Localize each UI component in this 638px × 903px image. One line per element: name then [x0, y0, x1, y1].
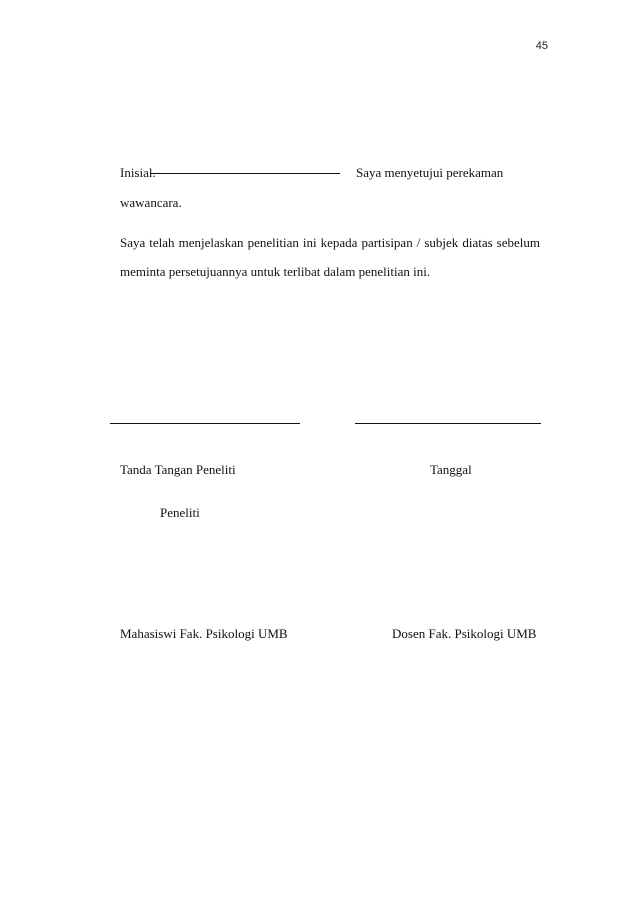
- lecturer-affiliation: Dosen Fak. Psikologi UMB: [392, 626, 537, 641]
- researcher-signature-line: [110, 423, 300, 424]
- page-number: 45: [535, 40, 548, 52]
- researcher-signature-label: Tanda Tangan Peneliti: [120, 462, 236, 477]
- agree-recording-text-cont: wawancara.: [120, 195, 182, 210]
- date-line: [355, 423, 541, 424]
- agree-recording-text: Saya menyetujui perekaman: [356, 165, 504, 180]
- statement-line-1: Saya telah menjelaskan penelitian ini kepada partisipan / subjek diatas sebelum: [120, 235, 540, 250]
- student-affiliation: Mahasiswi Fak. Psikologi UMB: [120, 626, 288, 641]
- initial-signature-line: [150, 173, 340, 174]
- researcher-signature-label-cont: Peneliti: [160, 505, 200, 520]
- date-label: Tanggal: [430, 462, 472, 477]
- initial-label: Inisial.: [120, 165, 156, 180]
- statement-line-2: meminta persetujuannya untuk terlibat dalam penelitian ini.: [120, 264, 431, 279]
